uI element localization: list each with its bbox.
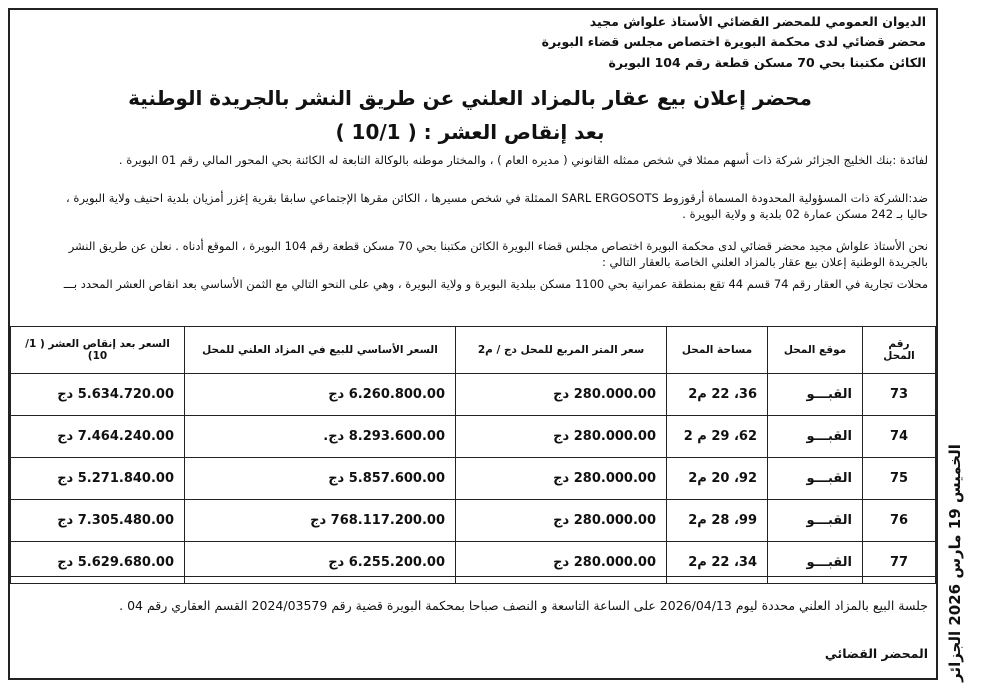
bailiff-signature: المحضر القضائي xyxy=(824,646,928,661)
cell-base-price: 5.857.600.00 دج xyxy=(185,458,456,500)
table-row xyxy=(11,374,936,416)
paragraph-beneficiary: لفائدة :بنك الخليج الجزائر شركة ذات أسهم ممثلا في شخص ممثله القانوني ( مديره العام ) ، والمختار موطنه بالوكالة التابعة له الكائنة بحي المحور المالي رقم 01 البويرة . xyxy=(118,153,928,167)
col-shop-area: مساحة المحل xyxy=(667,327,768,374)
notice-subtitle: بعد إنقاص العشر : ( 10/1 ) xyxy=(335,120,605,144)
cell-price-per-m2: 280.000.00 دج xyxy=(456,500,667,542)
cell-base-price: 768.117.200.00 دج xyxy=(185,500,456,542)
notice-title: محضر إعلان بيع عقار بالمزاد العلني عن طريق النشر بالجريدة الوطنية xyxy=(128,86,812,110)
col-base-price: السعر الأساسي للبيع في المزاد العلني للمحل xyxy=(185,327,456,374)
cell-shop-location: القبـــو xyxy=(768,416,863,458)
sale-table xyxy=(10,326,936,584)
cell-reduced-price: 5.271.840.00 دج xyxy=(11,458,185,500)
table-row xyxy=(11,500,936,542)
cell-shop-location: القبـــو xyxy=(768,458,863,500)
cell-shop-location: القبـــو xyxy=(768,542,863,584)
cell-price-per-m2: 280.000.00 دج xyxy=(456,458,667,500)
cell-reduced-price: 7.464.240.00 دج xyxy=(11,416,185,458)
header-address: الكائن مكتبنا بحي 70 مسكن قطعة رقم 104 البويرة xyxy=(608,55,926,70)
cell-reduced-price: 7.305.480.00 دج xyxy=(11,500,185,542)
header-bailiff: محضر قضائي لدى محكمة البويرة اختصاص مجلس قضاء البويرة xyxy=(541,34,926,49)
cell-price-per-m2: 280.000.00 دج xyxy=(456,374,667,416)
cell-shop-area: 62، 29 م 2 xyxy=(667,416,768,458)
paragraph-defendant: ضد:الشركة ذات المسؤولية المحدودة المسماة أرقوزوط SARL ERGOSOTS الممثلة في شخص مسيرها ، الكائن مقرها الإجتماعي سابقا بقرية إغزر أمزيان بلدية احنيف ولاية البويرة ، حاليا بـ 242 مسكن عمارة 02 بلدية و ولاية البويرة . xyxy=(66,191,928,221)
cell-shop-number: 76 xyxy=(863,500,936,542)
table-row xyxy=(11,458,936,500)
cell-shop-number: 77 xyxy=(863,542,936,584)
cell-shop-location: القبـــو xyxy=(768,374,863,416)
cell-shop-area: 92، 20 م2 xyxy=(667,458,768,500)
cell-shop-area: 36، 22 م2 xyxy=(667,374,768,416)
cell-shop-number: 73 xyxy=(863,374,936,416)
cell-shop-area: 34، 22 م2 xyxy=(667,542,768,584)
footer-divider xyxy=(10,576,936,577)
col-shop-location: موقع المحل xyxy=(768,327,863,374)
cell-shop-number: 75 xyxy=(863,458,936,500)
table-row xyxy=(11,542,936,584)
cell-shop-area: 99، 28 م2 xyxy=(667,500,768,542)
col-shop-number: رقم المحل xyxy=(863,327,936,374)
cell-base-price: 6.260.800.00 دج xyxy=(185,374,456,416)
newspaper-date-strip xyxy=(942,440,968,685)
cell-base-price: 8.293.600.00 دج. xyxy=(185,416,456,458)
paragraph-announcement: نحن الأستاذ علواش مجيد محضر قضائي لدى محكمة البويرة اختصاص مجلس قضاء البويرة الكائن مكتبنا بحي 70 مسكن قطعة رقم 104 البويرة ، الموقع أدناه . نعلن عن طريق النشر بالجريدة الوطنية إعلان بيع عقار بالمزاد العلني الخاصة بالعقار التالي : xyxy=(68,239,928,269)
cell-shop-location: القبـــو xyxy=(768,500,863,542)
table-header-row xyxy=(11,327,936,374)
table-row xyxy=(11,416,936,458)
header-office: الديوان العمومي للمحضر القضائي الأستاذ علواش مجيد xyxy=(589,14,926,29)
cell-reduced-price: 5.634.720.00 دج xyxy=(11,374,185,416)
cell-reduced-price: 5.629.680.00 دج xyxy=(11,542,185,584)
sale-session-text: جلسة البيع بالمزاد العلني محددة ليوم 2026/04/13 على الساعة التاسعة و النصف صباحا بمحكمة البويرة قضية رقم 2024/03579 القسم العقاري رقم 04 . xyxy=(119,598,928,613)
newspaper-date-text: الخميس 19 مارس 2026 الجزائر xyxy=(946,443,964,682)
cell-shop-number: 74 xyxy=(863,416,936,458)
cell-price-per-m2: 280.000.00 دج xyxy=(456,542,667,584)
paragraph-property: محلات تجارية في العقار رقم 74 قسم 44 تقع بمنطقة عمرانية بحي 1100 مسكن ببلدية البويرة و ولاية البويرة ، وهي على النحو التالي مع الثمن الأساسي بعد انقاص العشر المحدد بـــ xyxy=(63,277,928,291)
col-price-per-m2: سعر المتر المربع للمحل دج / م2 xyxy=(456,327,667,374)
cell-price-per-m2: 280.000.00 دج xyxy=(456,416,667,458)
cell-base-price: 6.255.200.00 دج xyxy=(185,542,456,584)
col-reduced-price: السعر بعد إنقاص العشر ( 1/ 10) xyxy=(11,327,185,374)
